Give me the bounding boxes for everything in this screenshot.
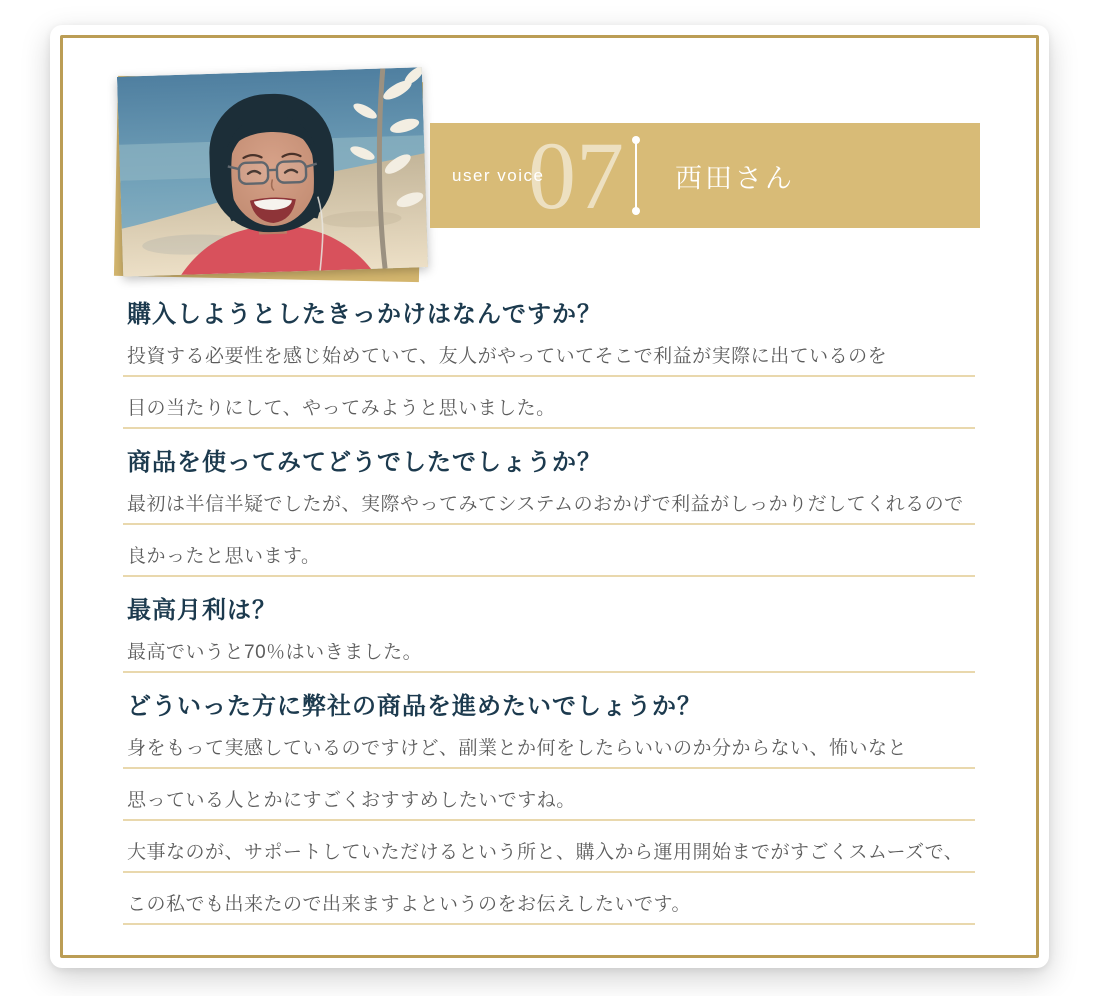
user-voice-banner (430, 123, 980, 228)
qa-section-4 (123, 692, 975, 925)
answer-line: 身をもって実感しているのですけど、副業とか何をしたらいいのか分からない、怖いなと (123, 736, 975, 769)
qa-section-2 (123, 448, 975, 577)
question-heading: 商品を使ってみてどうでしたでしょうか？ (127, 450, 602, 476)
banner-divider (635, 140, 637, 211)
question-heading: 最高月利は？ (127, 598, 277, 624)
testimonial-card (50, 25, 1049, 968)
answer-line: 目の当たりにして、やってみようと思いました。 (123, 396, 975, 429)
answer-line: 大事なのが、サポートしていただけるという所と、購入から運用開始までがすごくスムーズで、 (123, 840, 975, 873)
user-voice-label: user voice (452, 165, 545, 185)
qa-section-3 (123, 596, 975, 673)
answer-line: 最初は半信半疑でしたが、実際やってみてシステムのおかげで利益がしっかりだしてくれるので (123, 492, 975, 525)
header (50, 25, 1049, 300)
voice-number: 07 (528, 121, 624, 229)
customer-name: 西田さん (675, 163, 795, 193)
answer-line: 思っている人とかにすごくおすすめしたいですね。 (123, 788, 975, 821)
answer-line: 投資する必要性を感じ始めていて、友人がやっていてそこで利益が実際に出ているのを (123, 344, 975, 377)
answer-line: 良かったと思います。 (123, 544, 975, 577)
answer-line: この私でも出来たので出来ますよというのをお伝えしたいです。 (123, 892, 975, 925)
question-heading: 購入しようとしたきっかけはなんですか？ (127, 302, 602, 328)
qa-section-1 (123, 300, 975, 429)
qa-list (123, 300, 975, 944)
portrait-photo-group (120, 72, 425, 272)
portrait-photo (117, 67, 428, 276)
portrait-illustration (117, 67, 428, 276)
question-heading: どういった方に弊社の商品を進めたいでしょうか？ (127, 694, 702, 720)
answer-line: 最高でいうと70％はいきました。 (123, 640, 975, 673)
